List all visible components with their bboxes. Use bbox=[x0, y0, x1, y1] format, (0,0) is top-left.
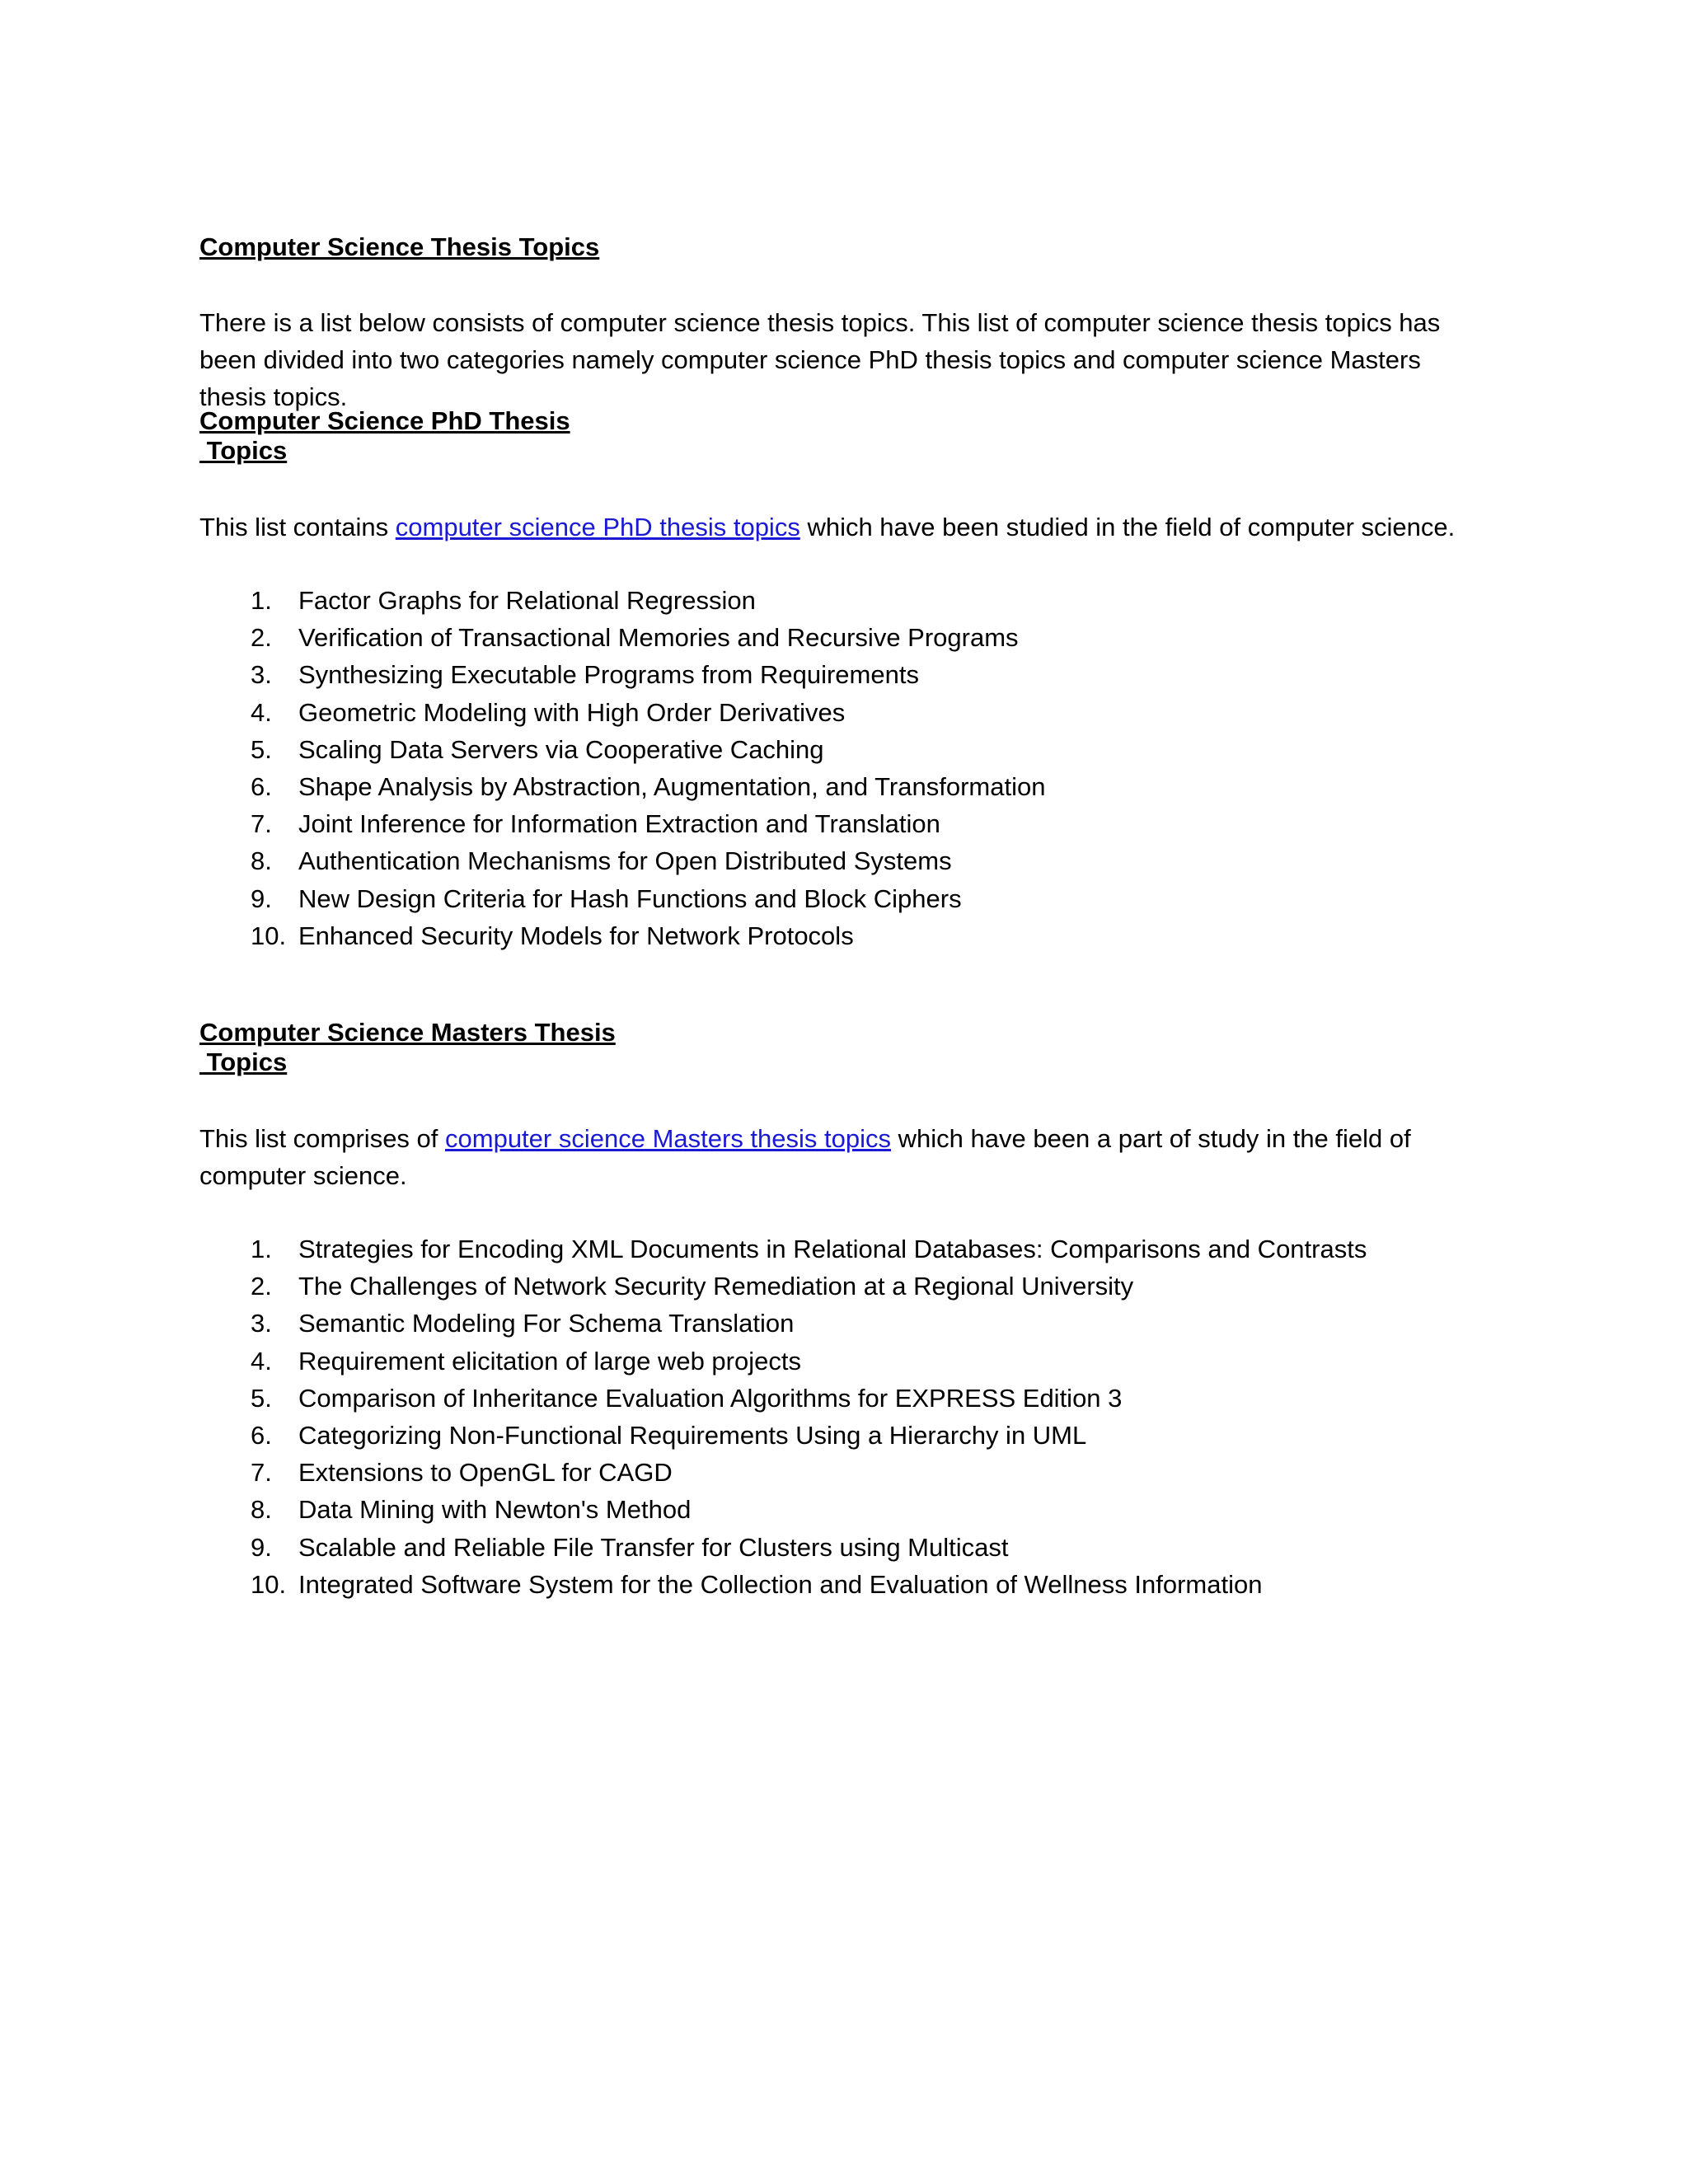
list-item-number: 1. bbox=[251, 586, 272, 615]
list-item bbox=[199, 880, 1045, 917]
list-item-number: 2. bbox=[251, 1272, 272, 1301]
list-item bbox=[199, 1380, 1367, 1417]
list-item bbox=[199, 805, 1045, 842]
list-item bbox=[199, 619, 1045, 656]
list-item-number: 2. bbox=[251, 623, 272, 653]
list-item bbox=[199, 1529, 1367, 1566]
phd-topics-link[interactable]: computer science PhD thesis topics bbox=[395, 513, 800, 541]
list-item-text: New Design Criteria for Hash Functions and Block Ciphers bbox=[298, 883, 962, 913]
list-item bbox=[199, 1491, 1367, 1528]
phd-description bbox=[199, 509, 1518, 546]
list-item-number: 10. bbox=[251, 921, 287, 950]
list-item bbox=[199, 1230, 1367, 1268]
list-item-text: Synthesizing Executable Programs from Requirements bbox=[298, 660, 919, 690]
masters-heading-line2: Topics bbox=[199, 1047, 288, 1076]
list-item-number: 6. bbox=[251, 1421, 272, 1451]
list-item-text: Scalable and Reliable File Transfer for Clusters using Multicast bbox=[298, 1532, 1009, 1562]
phd-topics-list bbox=[199, 582, 1045, 954]
list-item-number: 3. bbox=[251, 1309, 272, 1338]
list-item-text: Enhanced Security Models for Network Protocols bbox=[298, 921, 854, 950]
intro-paragraph: There is a list below consists of computer science thesis topics. This list of computer science thesis topics has been divided into two categories namely computer science PhD thesis topics and computer science Masters thesis topics. bbox=[199, 308, 1441, 411]
list-item-text: Strategies for Encoding XML Documents in Relational Databases: Comparisons and Contrasts bbox=[298, 1235, 1367, 1263]
list-item bbox=[199, 656, 1045, 693]
phd-section-heading bbox=[199, 406, 570, 466]
list-item bbox=[199, 1566, 1367, 1603]
list-item-number: 10. bbox=[251, 1569, 287, 1599]
list-item-number: 4. bbox=[251, 697, 272, 727]
list-item-number: 1. bbox=[251, 1235, 272, 1263]
phd-heading-line2: Topics bbox=[199, 436, 288, 465]
list-item bbox=[199, 768, 1045, 805]
list-item-number: 9. bbox=[251, 883, 272, 913]
list-item-text: Categorizing Non-Functional Requirements Using a Hierarchy in UML bbox=[298, 1421, 1087, 1451]
list-item-text: Authentication Mechanisms for Open Distributed Systems bbox=[298, 846, 952, 876]
list-item bbox=[199, 1417, 1367, 1454]
list-item-number: 5. bbox=[251, 1383, 272, 1413]
list-item-text: Shape Analysis by Abstraction, Augmentation, and Transformation bbox=[298, 772, 1046, 802]
list-item bbox=[199, 842, 1045, 879]
masters-description bbox=[199, 1120, 1485, 1194]
list-item bbox=[199, 731, 1045, 768]
list-item-number: 3. bbox=[251, 660, 272, 690]
masters-desc-before: This list comprises of bbox=[199, 1124, 446, 1153]
list-item-text: The Challenges of Network Security Remediation at a Regional University bbox=[298, 1272, 1134, 1301]
list-item-text: Geometric Modeling with High Order Derivatives bbox=[298, 697, 846, 727]
list-item-number: 4. bbox=[251, 1346, 272, 1376]
masters-heading-line1: Computer Science Masters Thesis bbox=[199, 1018, 616, 1047]
list-item-number: 7. bbox=[251, 809, 272, 839]
document-title: Computer Science Thesis Topics bbox=[199, 232, 600, 261]
list-item bbox=[199, 1343, 1367, 1380]
list-item bbox=[199, 582, 1045, 619]
list-item-text: Semantic Modeling For Schema Translation bbox=[298, 1309, 795, 1338]
masters-section-heading bbox=[199, 1018, 616, 1077]
list-item-number: 6. bbox=[251, 772, 272, 802]
list-item-number: 8. bbox=[251, 1495, 272, 1525]
masters-desc-after: which have been a part of study in the field of computer science. bbox=[199, 1124, 1411, 1190]
list-item-text: Factor Graphs for Relational Regression bbox=[298, 586, 756, 615]
list-item-text: Comparison of Inheritance Evaluation Algorithms for EXPRESS Edition 3 bbox=[298, 1383, 1123, 1413]
list-item-text: Integrated Software System for the Collection and Evaluation of Wellness Information bbox=[298, 1569, 1263, 1599]
list-item-number: 7. bbox=[251, 1458, 272, 1488]
list-item-number: 8. bbox=[251, 846, 272, 876]
list-item-text: Extensions to OpenGL for CAGD bbox=[298, 1458, 673, 1488]
list-item bbox=[199, 917, 1045, 954]
list-item-text: Verification of Transactional Memories and Recursive Programs bbox=[298, 623, 1019, 653]
masters-topics-link[interactable]: computer science Masters thesis topics bbox=[445, 1124, 892, 1153]
list-item-number: 5. bbox=[251, 734, 272, 764]
list-item-number: 9. bbox=[251, 1532, 272, 1562]
masters-topics-list bbox=[199, 1230, 1367, 1603]
list-item bbox=[199, 694, 1045, 731]
list-item bbox=[199, 1454, 1367, 1491]
list-item-text: Requirement elicitation of large web projects bbox=[298, 1346, 801, 1376]
list-item-text: Joint Inference for Information Extraction and Translation bbox=[298, 809, 940, 839]
phd-heading-line1: Computer Science PhD Thesis bbox=[199, 406, 570, 435]
list-item-text: Data Mining with Newton's Method bbox=[298, 1495, 692, 1525]
list-item bbox=[199, 1268, 1367, 1305]
list-item-text: Scaling Data Servers via Cooperative Caching bbox=[298, 734, 824, 764]
phd-desc-after: which have been studied in the field of computer science. bbox=[799, 513, 1456, 541]
phd-desc-before: This list contains bbox=[199, 513, 396, 541]
list-item bbox=[199, 1305, 1367, 1342]
